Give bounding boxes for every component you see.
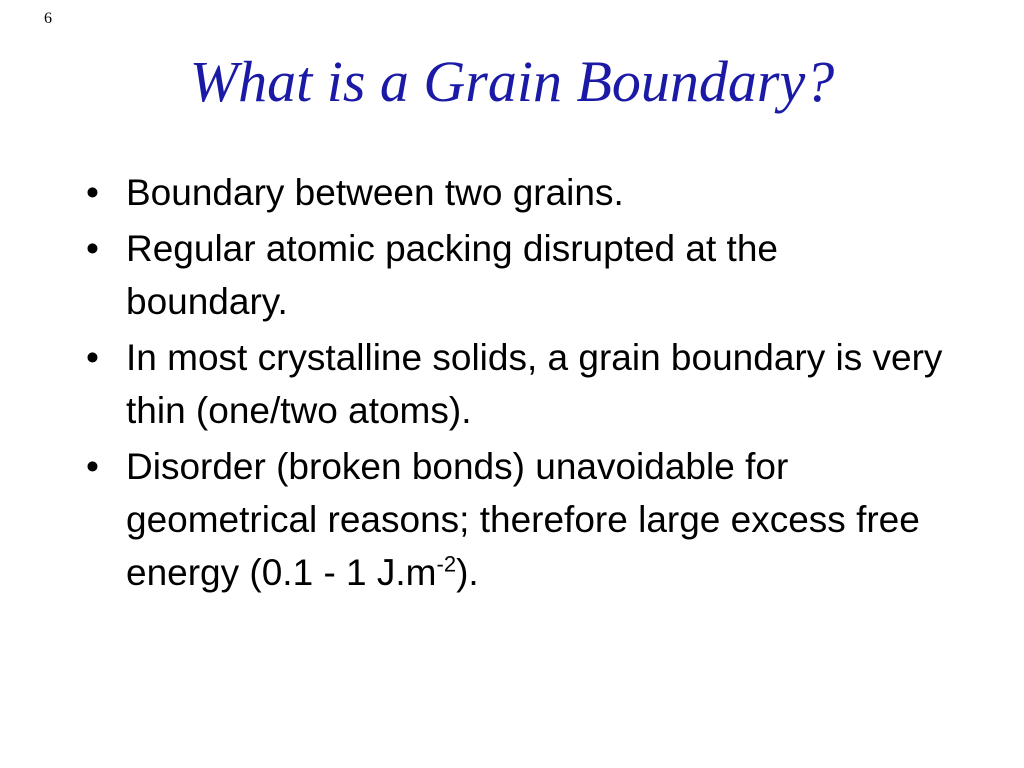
bullet-text-end: ). — [456, 552, 479, 593]
bullet-item — [86, 331, 946, 437]
bullet-text — [126, 446, 920, 593]
slide-title: What is a Grain Boundary? — [189, 49, 835, 114]
bullet-item — [86, 166, 946, 219]
bullet-text: Regular atomic packing disrupted at the boundary. — [126, 228, 778, 322]
bullet-list — [86, 166, 946, 602]
bullet-text: Boundary between two grains. — [126, 172, 624, 213]
bullet-text: In most crystalline solids, a grain boundary is very thin (one/two atoms). — [126, 337, 943, 431]
bullet-item — [86, 222, 946, 328]
superscript-exponent: -2 — [436, 551, 457, 577]
bullet-icon: • — [86, 228, 99, 269]
bullet-text-main: Disorder (broken bonds) unavoidable for geometrical reasons; therefore large excess free energy (0.1 - 1 J.m — [126, 446, 920, 593]
bullet-icon: • — [86, 337, 99, 378]
slide-number: 6 — [44, 10, 52, 27]
bullet-item — [86, 440, 946, 599]
bullet-icon: • — [86, 172, 99, 213]
bullet-icon: • — [86, 446, 99, 487]
